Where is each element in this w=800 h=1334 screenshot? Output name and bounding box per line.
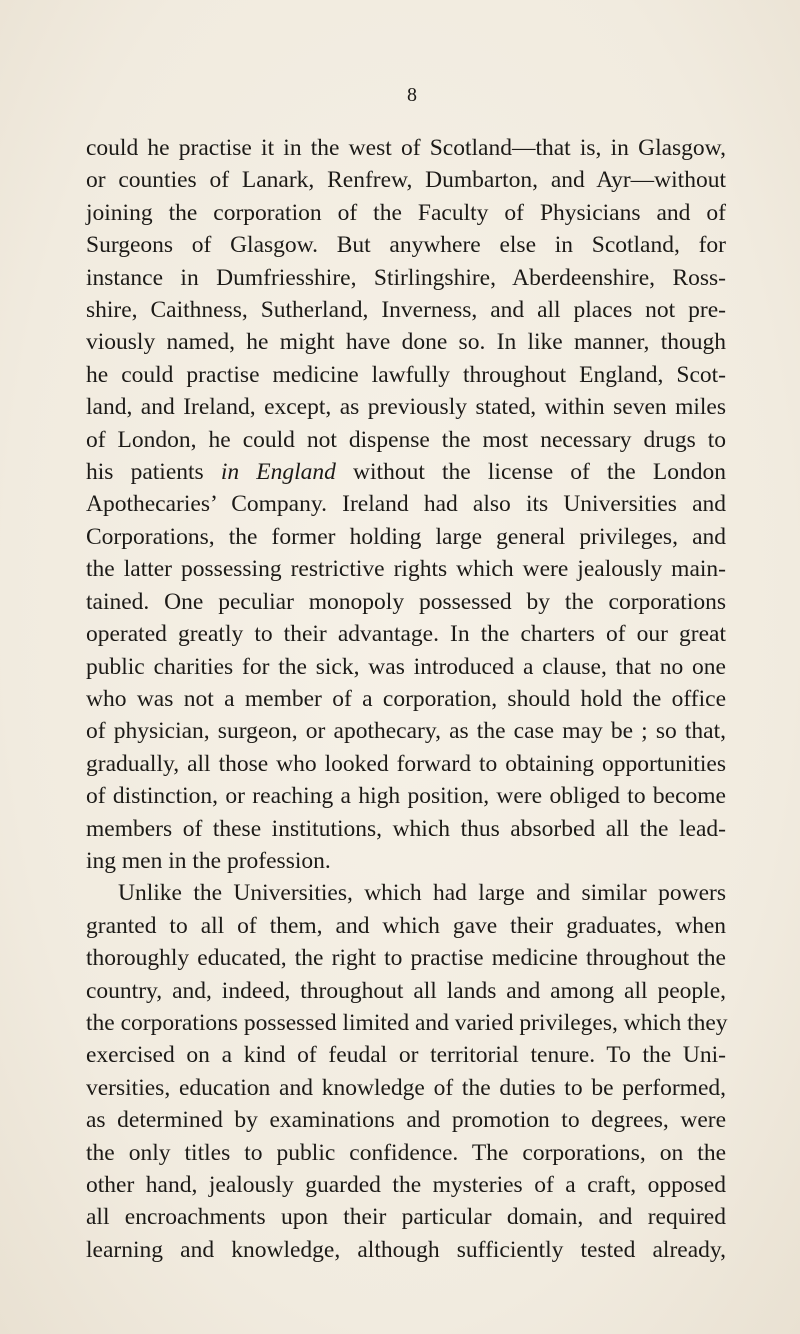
body-text <box>86 132 726 1266</box>
text-line: the latter possessing restrictive rights which were jealously main- <box>86 556 726 583</box>
text-line: as determined by examinations and promotion to degrees, were <box>86 1107 726 1134</box>
text-line: instance in Dumfriesshire, Stirlingshire, Aberdeenshire, Ross- <box>86 264 726 291</box>
text-line: other hand, jealously guarded the mysteries of a craft, opposed <box>86 1172 726 1198</box>
text-line: all encroachments upon their particular domain, and required <box>86 1204 726 1231</box>
text-line: Surgeons of Glasgow. But anywhere else in Scotland, for <box>86 232 726 259</box>
text-line: members of these institutions, which thus absorbed all the lead- <box>86 815 726 842</box>
text-line: country, and, indeed, throughout all lands and among all people, <box>86 977 726 1004</box>
text-line: learning and knowledge, although sufficiently tested already, <box>86 1236 726 1263</box>
text-line: or counties of Lanark, Renfrew, Dumbarton, and Ayr—without <box>86 167 726 194</box>
text-line: public charities for the sick, was introduced a clause, that no one <box>86 653 726 680</box>
text-line: of London, he could not dispense the most necessary drugs to <box>86 426 726 453</box>
text-line: he could practise medicine lawfully throughout England, Scot- <box>86 361 726 388</box>
text-line: shire, Caithness, Sutherland, Inverness, and all places not pre- <box>86 297 726 324</box>
text-line: could he practise it in the west of Scotland—that is, in Glasgow, <box>86 135 726 161</box>
text-line: viously named, he might have done so. In like manner, though <box>86 329 726 356</box>
text-line: land, and Ireland, except, as previously stated, within seven miles <box>86 394 726 421</box>
text-line: gradually, all those who looked forward to obtaining opportunities <box>86 750 726 777</box>
text-line: ing men in the profession. <box>86 847 331 874</box>
page-number: 8 <box>407 84 417 106</box>
text-line: of physician, surgeon, or apothecary, as the case may be ; so that, <box>86 718 726 745</box>
text-line: Unlike the Universities, which had large and similar powers <box>118 880 726 907</box>
text-line: the corporations possessed limited and varied privileges, which they <box>86 1009 728 1036</box>
text-line: exercised on a kind of feudal or territorial tenure. To the Uni- <box>86 1042 726 1069</box>
text-line: who was not a member of a corporation, should hold the office <box>86 685 726 712</box>
text-line: granted to all of them, and which gave their graduates, when <box>86 912 726 939</box>
text-line: thoroughly educated, the right to practise medicine throughout the <box>86 945 726 972</box>
text-line: versities, education and knowledge of the duties to be performed, <box>86 1074 726 1101</box>
text-line: Corporations, the former holding large general privileges, and <box>86 523 726 550</box>
text-line: joining the corporation of the Faculty of Physicians and of <box>86 199 726 226</box>
text-line: of distinction, or reaching a high position, were obliged to become <box>86 783 726 810</box>
text-line: his patients in England without the license of the London <box>86 459 726 486</box>
text-line: tained. One peculiar monopoly possessed by the corporations <box>86 588 726 615</box>
text-line: Apothecaries’ Company. Ireland had also its Universities and <box>86 491 726 518</box>
text-line: the only titles to public confidence. The corporations, on the <box>86 1139 726 1166</box>
text-line: operated greatly to their advantage. In the charters of our great <box>86 621 726 648</box>
